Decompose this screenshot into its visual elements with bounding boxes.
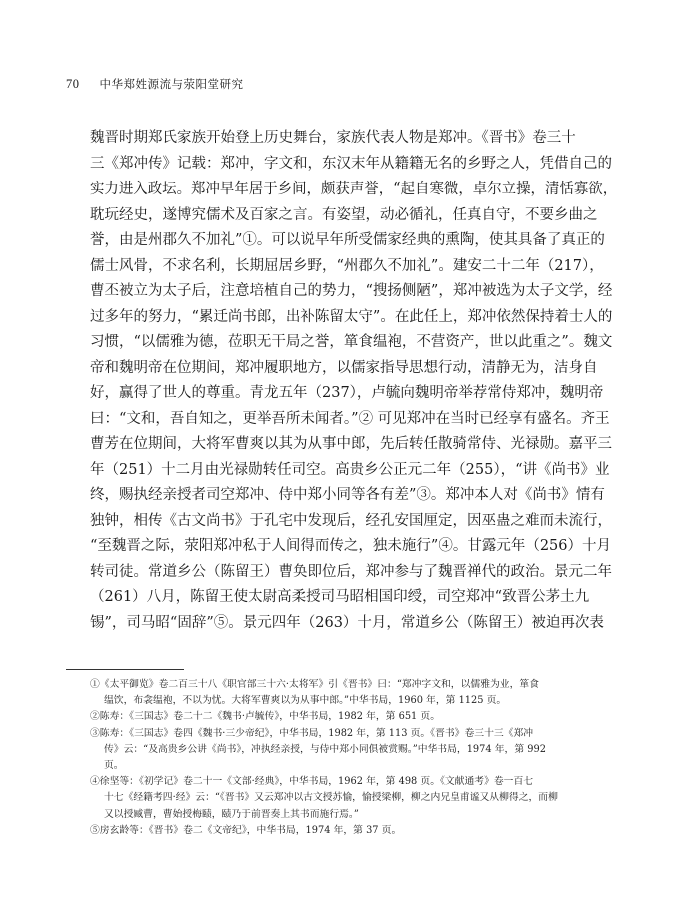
text-line: “至魏晋之际，荥阳郑冲私于人间得而传之，独未施行”④。甘露元年（256）十月 (90, 538, 611, 554)
footnote-line: ④徐坚等：《初学记》卷二十一《文部·经典》，中华书局，1962 年，第 498 页。《文献通考》卷一百七 (90, 776, 534, 788)
text-line: 三《郑冲传》记载：郑冲，字文和，东汉末年从籍籍无名的乡野之人，凭借自己的 (90, 155, 612, 172)
footnote-divider (66, 669, 184, 670)
text-line: 誉，由是州郡久不加礼”①。可以说早年所受儒家经典的熏陶，使其具备了真正的 (90, 232, 605, 248)
text-line: 习惯，“以儒雅为德，莅职无干局之誉，箪食缊袍，不营资产，世以此重之”。魏文 (90, 334, 613, 350)
footnotes (90, 677, 620, 839)
text-line: 独钟，相传《古文尚书》于孔宅中发现后，经孔安国厘定，因巫蛊之难而未流行， (90, 512, 612, 529)
text-line: 魏晋时期郑氏家族开始登上历史舞台，家族代表人物是郑冲。《晋书》卷三十 (90, 130, 576, 146)
running-title: 中华郑姓源流与荥阳堂研究 (99, 77, 244, 91)
running-header (66, 76, 244, 92)
text-line: 帝和魏明帝在位期间，郑冲履职地方，以儒家指导思想行动，清静无为，洁身自 (90, 359, 598, 376)
text-line: 曹芳在位期间，大将军曹爽以其为从事中郎，先后转任散骑常侍、光禄勋。嘉平三 (90, 436, 612, 452)
text-line: 曹丕被立为太子后，注意培植自己的势力，“搜扬侧陋”，郑冲被选为太子文学，经 (90, 283, 613, 299)
footnote-line: 十七《经籍考四·经》云：“《晋书》又云郑冲以古文授苏愉，愉授梁柳，柳之内兄皇甫谧又从柳得之，而柳 (104, 792, 558, 804)
footnote-line: 页。 (104, 759, 124, 771)
footnote-line: ①《太平御览》卷二百三十八《职官部三十六·太将军》引《晋书》曰：“郑冲字文和，以儒雅为业，箪食 (90, 679, 539, 690)
text-line: 锡”，司马昭“固辞”⑤。景元四年（263）十月，常道乡公（陈留王）被迫再次表 (90, 614, 604, 631)
main-text (90, 126, 617, 636)
text-line: 好，赢得了世人的尊重。青龙五年（237），卢毓向魏明帝举荐常侍郑冲，魏明帝 (90, 385, 604, 401)
text-line: 耽玩经史，遂博究儒术及百家之言。有姿望，动必循礼，任真自守，不要乡曲之 (90, 206, 598, 223)
text-line: 转司徒。常道乡公（陈留王）曹奂即位后，郑冲参与了魏晋禅代的政治。景元二年 (90, 563, 612, 580)
text-line: 曰：“文和，吾自知之，更举吾所未闻者。”② 可见郑冲在当时已经享有盛名。齐王 (90, 410, 610, 427)
footnote-line: 缊饮，布衾缊袍，不以为忧。大将军曹爽以为从事中郎。”中华书局，1960 年，第 1125 页。 (104, 695, 507, 707)
text-line: 年（251）十二月由光禄勋转任司空。高贵乡公正元二年（255），“讲《尚书》业 (90, 461, 610, 478)
text-line: （261）八月，陈留王使太尉高柔授司马昭相国印绶，司空郑冲“致晋公茅土九 (90, 589, 590, 605)
text-line: 过多年的努力，“累迁尚书郎，出补陈留太守”。在此任上，郑冲依然保持着士人的 (90, 308, 613, 325)
text-line: 终，赐执经亲授者司空郑冲、侍中郑小同等各有差”③。郑冲本人对《尚书》情有 (90, 487, 605, 503)
footnote-line: ②陈寿：《三国志》卷二十二《魏书·卢毓传》，中华书局，1982 年，第 651 页。 (90, 711, 440, 723)
footnote-line: ③陈寿：《三国志》卷四《魏书·三少帝纪》，中华书局，1982 年，第 113 页。《晋书》卷三十三《郑冲 (90, 727, 534, 739)
footnote-line: 又以授臧曹，曹始授梅赜，赜乃于前晋奏上其书而施行焉。” (104, 808, 359, 820)
text-line: 儒士风骨，不求名利，长期屈居乡野，“州郡久不加礼”。建安二十二年（217）， (90, 257, 604, 274)
page-number: 70 (66, 77, 80, 91)
text-line: 实力进入政坛。郑冲早年居于乡间，颇获声誉，“起自寒微，卓尔立操，清恬寡欲， (90, 181, 618, 197)
footnote-line: ⑤房玄龄等：《晋书》卷二《文帝纪》，中华书局，1974 年，第 37 页。 (90, 824, 402, 836)
footnote-line: 传》云：“及高贵乡公讲《尚书》，冲执经亲授，与侍中郑小同俱被赏赐。”中华书局，1974 年，第 992 (104, 743, 546, 755)
